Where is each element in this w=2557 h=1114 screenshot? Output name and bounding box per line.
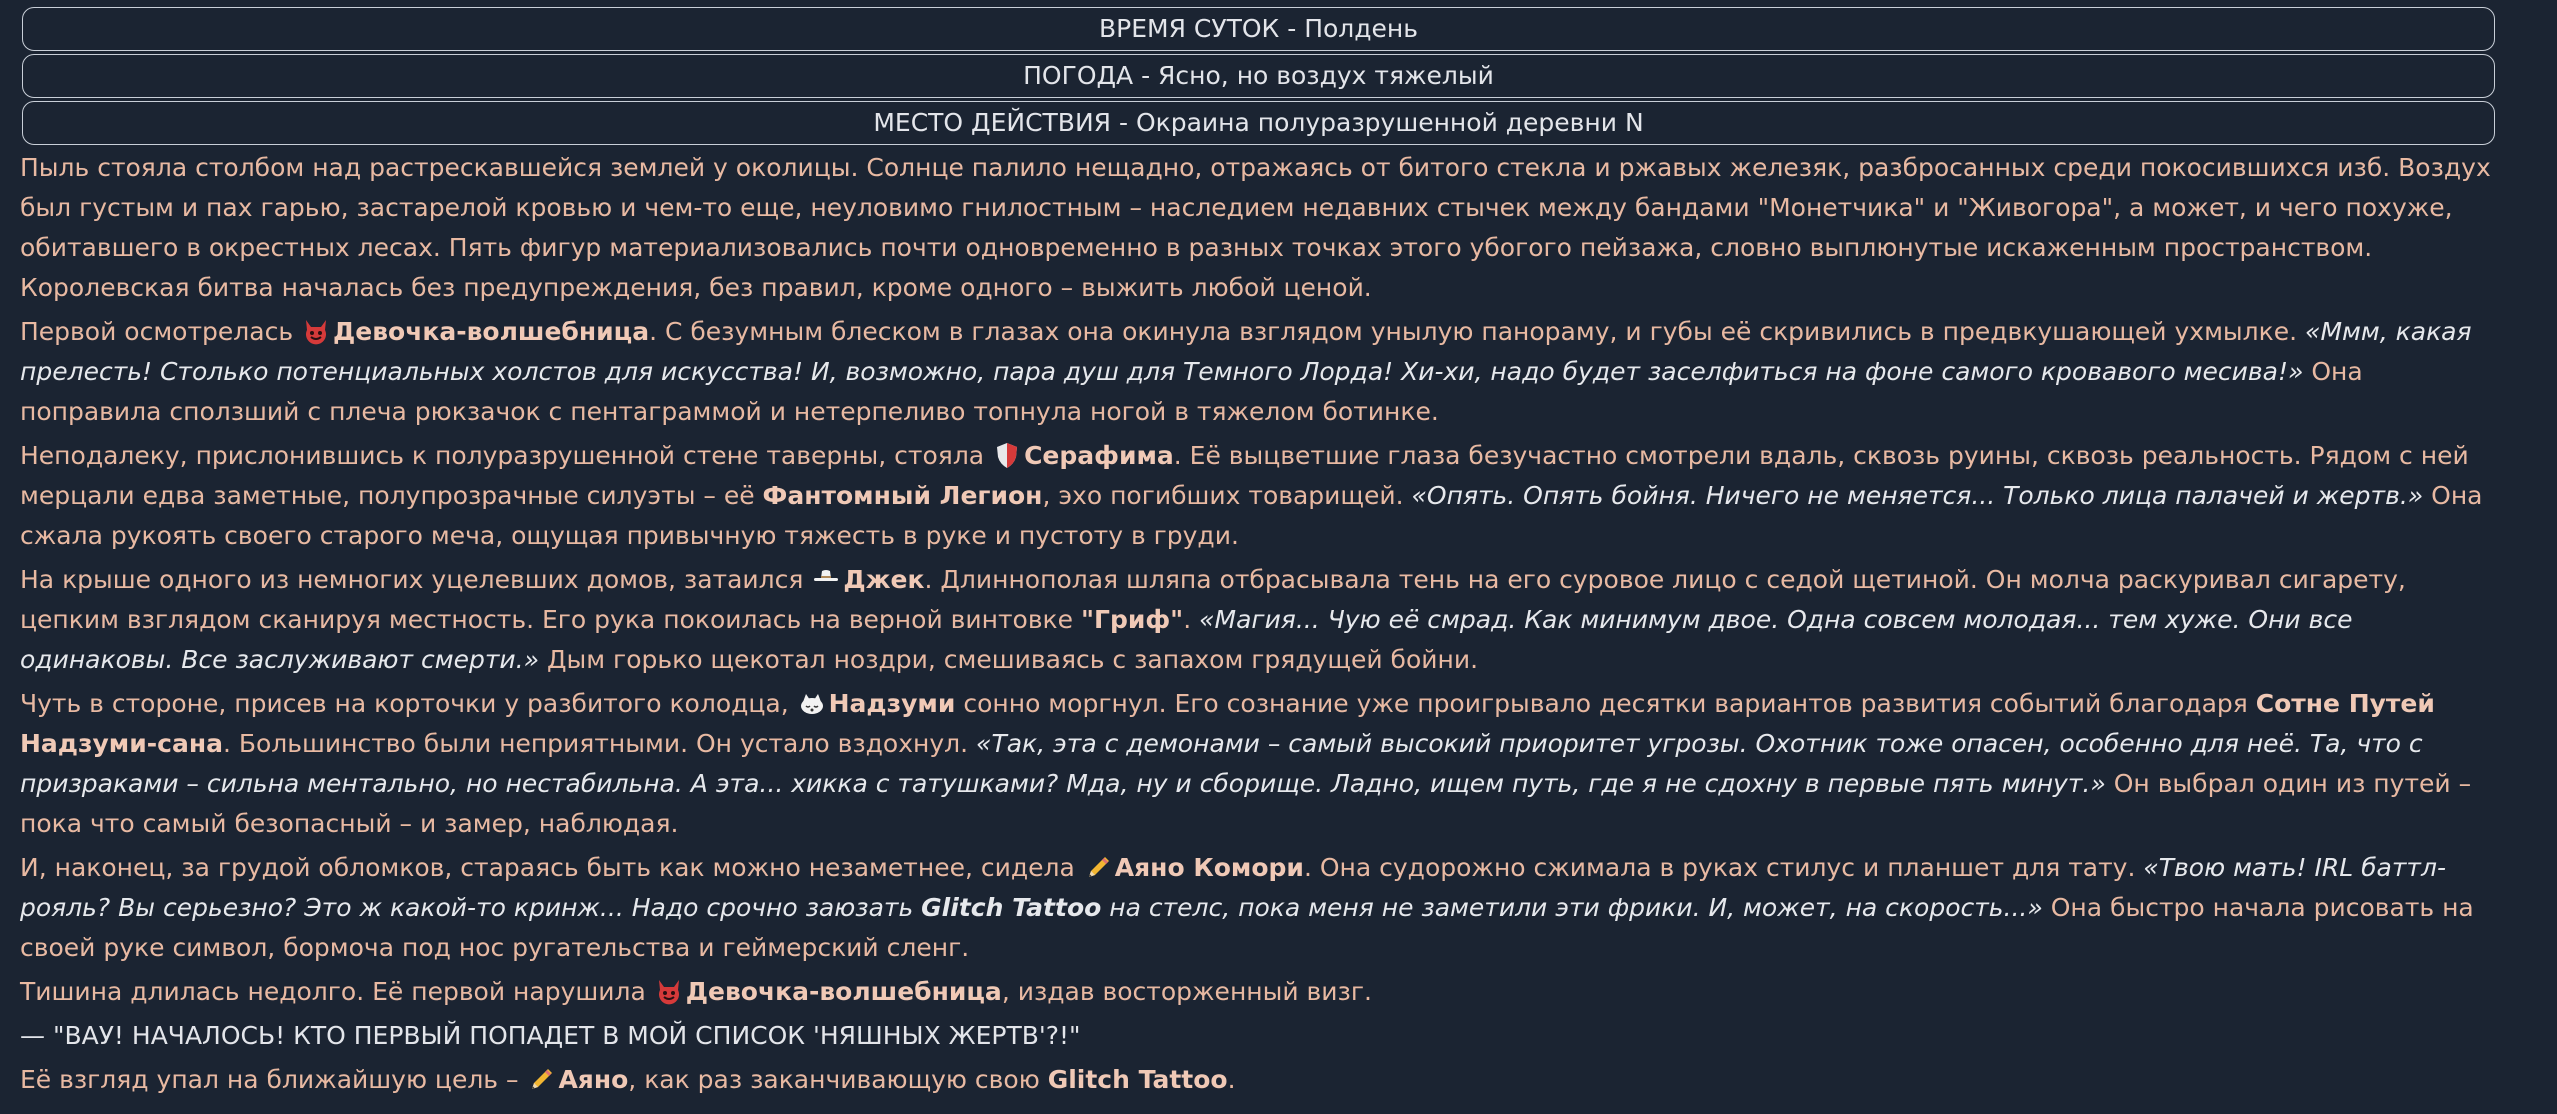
paragraph-intro: Пыль стояла столбом над растрескавшейся землей у околицы. Солнце палило нещадно, отражаясь от битого стекла и ржавых железяк, разбросанных среди покосившихся изб. Воздух был густым и пах гарью, застарелой кровью и чем-то еще, неуловимо гнилостным – наследием недавних стычек между бандами "Монетчика" и "Живогора", а может, и чего похуже, обитавшего в окрестных лесах. Пять фигур материализовались почти одновременно в разных точках этого убогого пейзажа, словно выплюнутые искаженным пространством. Королевская битва началась без предупреждения, без правил, кроме одного – выжить любой ценой. — [20, 153, 2491, 302]
sleeping-fox-icon — [797, 688, 827, 718]
ability-name-phantom-legion: Фантомный Легион — [762, 481, 1043, 510]
character-name-ayano: Аяно — [558, 1065, 629, 1094]
devil-face-icon — [301, 316, 331, 346]
paragraph-serafima: Неподалеку, прислонившись к полуразрушенной стене таверны, стояла Серафима. Её выцветшие глаза безучастно смотрели вдаль, сквозь руины, сквозь реальность. Рядом с ней мерцали едва заметные, полупрозрачные силуэты – её Фантомный Легион, эхо погибших товарищей. «Опять. Опять бойня. Ничего не меняется... Только лица палачей и жертв.» Она сжала рукоять своего старого меча, ощущая привычную тяжесть в руке и пустоту в груди. — [20, 441, 2483, 550]
story-container — [20, 7, 2498, 1104]
quote-nadzumi: «Так, эта с демонами – самый высокий приоритет угрозы. Охотник тоже опасен, особенно для неё. Та, что с призраками – сильна ментально, но нестабильна. А эта... хикка с татушками? Мда, ну и сборище. Ладно, ищем путь, где я не сдохну в первые пять минут.» — [20, 729, 2423, 798]
paragraph-nadzumi: Чуть в стороне, присев на корточки у разбитого колодца, Надзуми сонно моргнул. Его сознание уже проигрывало десятки вариантов развития событий благодаря Сотне Путей Надзуми-сана. Большинство были неприятными. Он устало вздохнул. «Так, эта с демонами – самый высокий приоритет угрозы. Охотник тоже опасен, особенно для неё. Та, что с призраками – сильна ментально, но нестабильна. А эта... хикка с татушками? Мда, ну и сборище. Ладно, ищем путь, где я не сдохну в первые пять минут.» Он выбрал один из путей – пока что самый безопасный – и замер, наблюдая. — [20, 689, 2472, 838]
paragraph-jack: На крыше одного из немногих уцелевших домов, затаился Джек. Длиннополая шляпа отбрасывала тень на его суровое лицо с седой щетиной. Он молча раскуривал сигарету, цепким взглядом сканируя местность. Его рука покоилась на верной винтовке "Гриф". «Магия... Чую её смрад. Как минимум двое. Одна совсем молодая... тем хуже. Они все одинаковы. Все заслуживают смерти.» Дым горько щекотал ноздри, смешиваясь с запахом грядущей бойни. — [20, 565, 2406, 674]
quote-ayano: «Твою мать! IRL баттл-рояль? Вы серьезно? Это ж какой-то кринж... Надо срочно заюзать Glitch Tattoo на стелс, пока меня не заметили эти фрики. И, может, на скорость...» — [20, 853, 2446, 922]
character-name-ayano-komori: Аяно Комори — [1114, 853, 1304, 882]
ability-name-glitch-tattoo: Glitch Tattoo — [921, 893, 1102, 922]
story-text — [20, 148, 2498, 1100]
devil-face-icon — [654, 976, 684, 1006]
character-name-serafima: Серафима — [1024, 441, 1174, 470]
dialogue-line: — "ВАУ! НАЧАЛОСЬ! КТО ПЕРВЫЙ ПОПАДЕТ В МОЙ СПИСОК 'НЯШНЫХ ЖЕРТВ'?!" — [20, 1021, 1081, 1050]
quote-jack: «Магия... Чую её смрад. Как минимум двое. Одна совсем молодая... тем хуже. Они все одинаковы. Все заслуживают смерти.» — [20, 605, 2353, 674]
cowboy-hat-icon — [811, 564, 841, 594]
character-name-magical-girl: Девочка-волшебница — [333, 317, 650, 346]
weather-header: ПОГОДА - Ясно, но воздух тяжелый — [22, 54, 2495, 98]
location-header: МЕСТО ДЕЙСТВИЯ - Окраина полуразрушенной деревни N — [22, 101, 2495, 145]
time-of-day-header: ВРЕМЯ СУТОК - Полдень — [22, 7, 2495, 51]
character-name-jack: Джек — [843, 565, 925, 594]
paragraph-silence: Тишина длилась недолго. Её первой нарушила Девочка-волшебница, издав восторженный визг. — [20, 977, 1372, 1006]
pencil-icon — [526, 1064, 556, 1094]
quote-serafima: «Опять. Опять бойня. Ничего не меняется... Только лица палачей и жертв.» — [1411, 481, 2424, 510]
ability-name-glitch-tattoo: Glitch Tattoo — [1047, 1065, 1228, 1094]
character-name-nadzumi: Надзуми — [828, 689, 956, 718]
paragraph-target: Её взгляд упал на ближайшую цель – Аяно, как раз заканчивающую свою Glitch Tattoo. — [20, 1065, 1236, 1094]
weapon-name-grif: "Гриф" — [1081, 605, 1184, 634]
shield-icon — [992, 440, 1022, 470]
paragraph-magical-girl: Первой осмотрелась Девочка-волшебница. С безумным блеском в глазах она окинула взглядом унылую панораму, и губы её скривились в предвкушающей ухмылке. «Ммм, какая прелесть! Столько потенциальных холстов для искусства! И, возможно, пара душ для Темного Лорда! Хи-хи, надо будет заселфиться на фоне самого кровавого месива!» Она поправила сползший с плеча рюкзачок с пентаграммой и нетерпеливо топнула ногой в тяжелом ботинке. — [20, 317, 2472, 426]
ability-name-hundred-paths: Сотне Путей Надзуми-сана — [20, 689, 2435, 758]
pencil-icon — [1083, 852, 1113, 882]
paragraph-ayano: И, наконец, за грудой обломков, стараясь быть как можно незаметнее, сидела Аяно Комори. Она судорожно сжимала в руках стилус и планшет для тату. «Твою мать! IRL баттл-рояль? Вы серьезно? Это ж какой-то кринж... Надо срочно заюзать Glitch Tattoo на стелс, пока меня не заметили эти фрики. И, может, на скорость...» Она быстро начала рисовать на своей руке символ, бормоча под нос ругательства и геймерский сленг. — [20, 853, 2474, 962]
quote-magical-girl: «Ммм, какая прелесть! Столько потенциальных холстов для искусства! И, возможно, пара душ для Темного Лорда! Хи-хи, надо будет заселфиться на фоне самого кровавого месива!» — [20, 317, 2472, 386]
character-name-magical-girl: Девочка-волшебница — [685, 977, 1002, 1006]
